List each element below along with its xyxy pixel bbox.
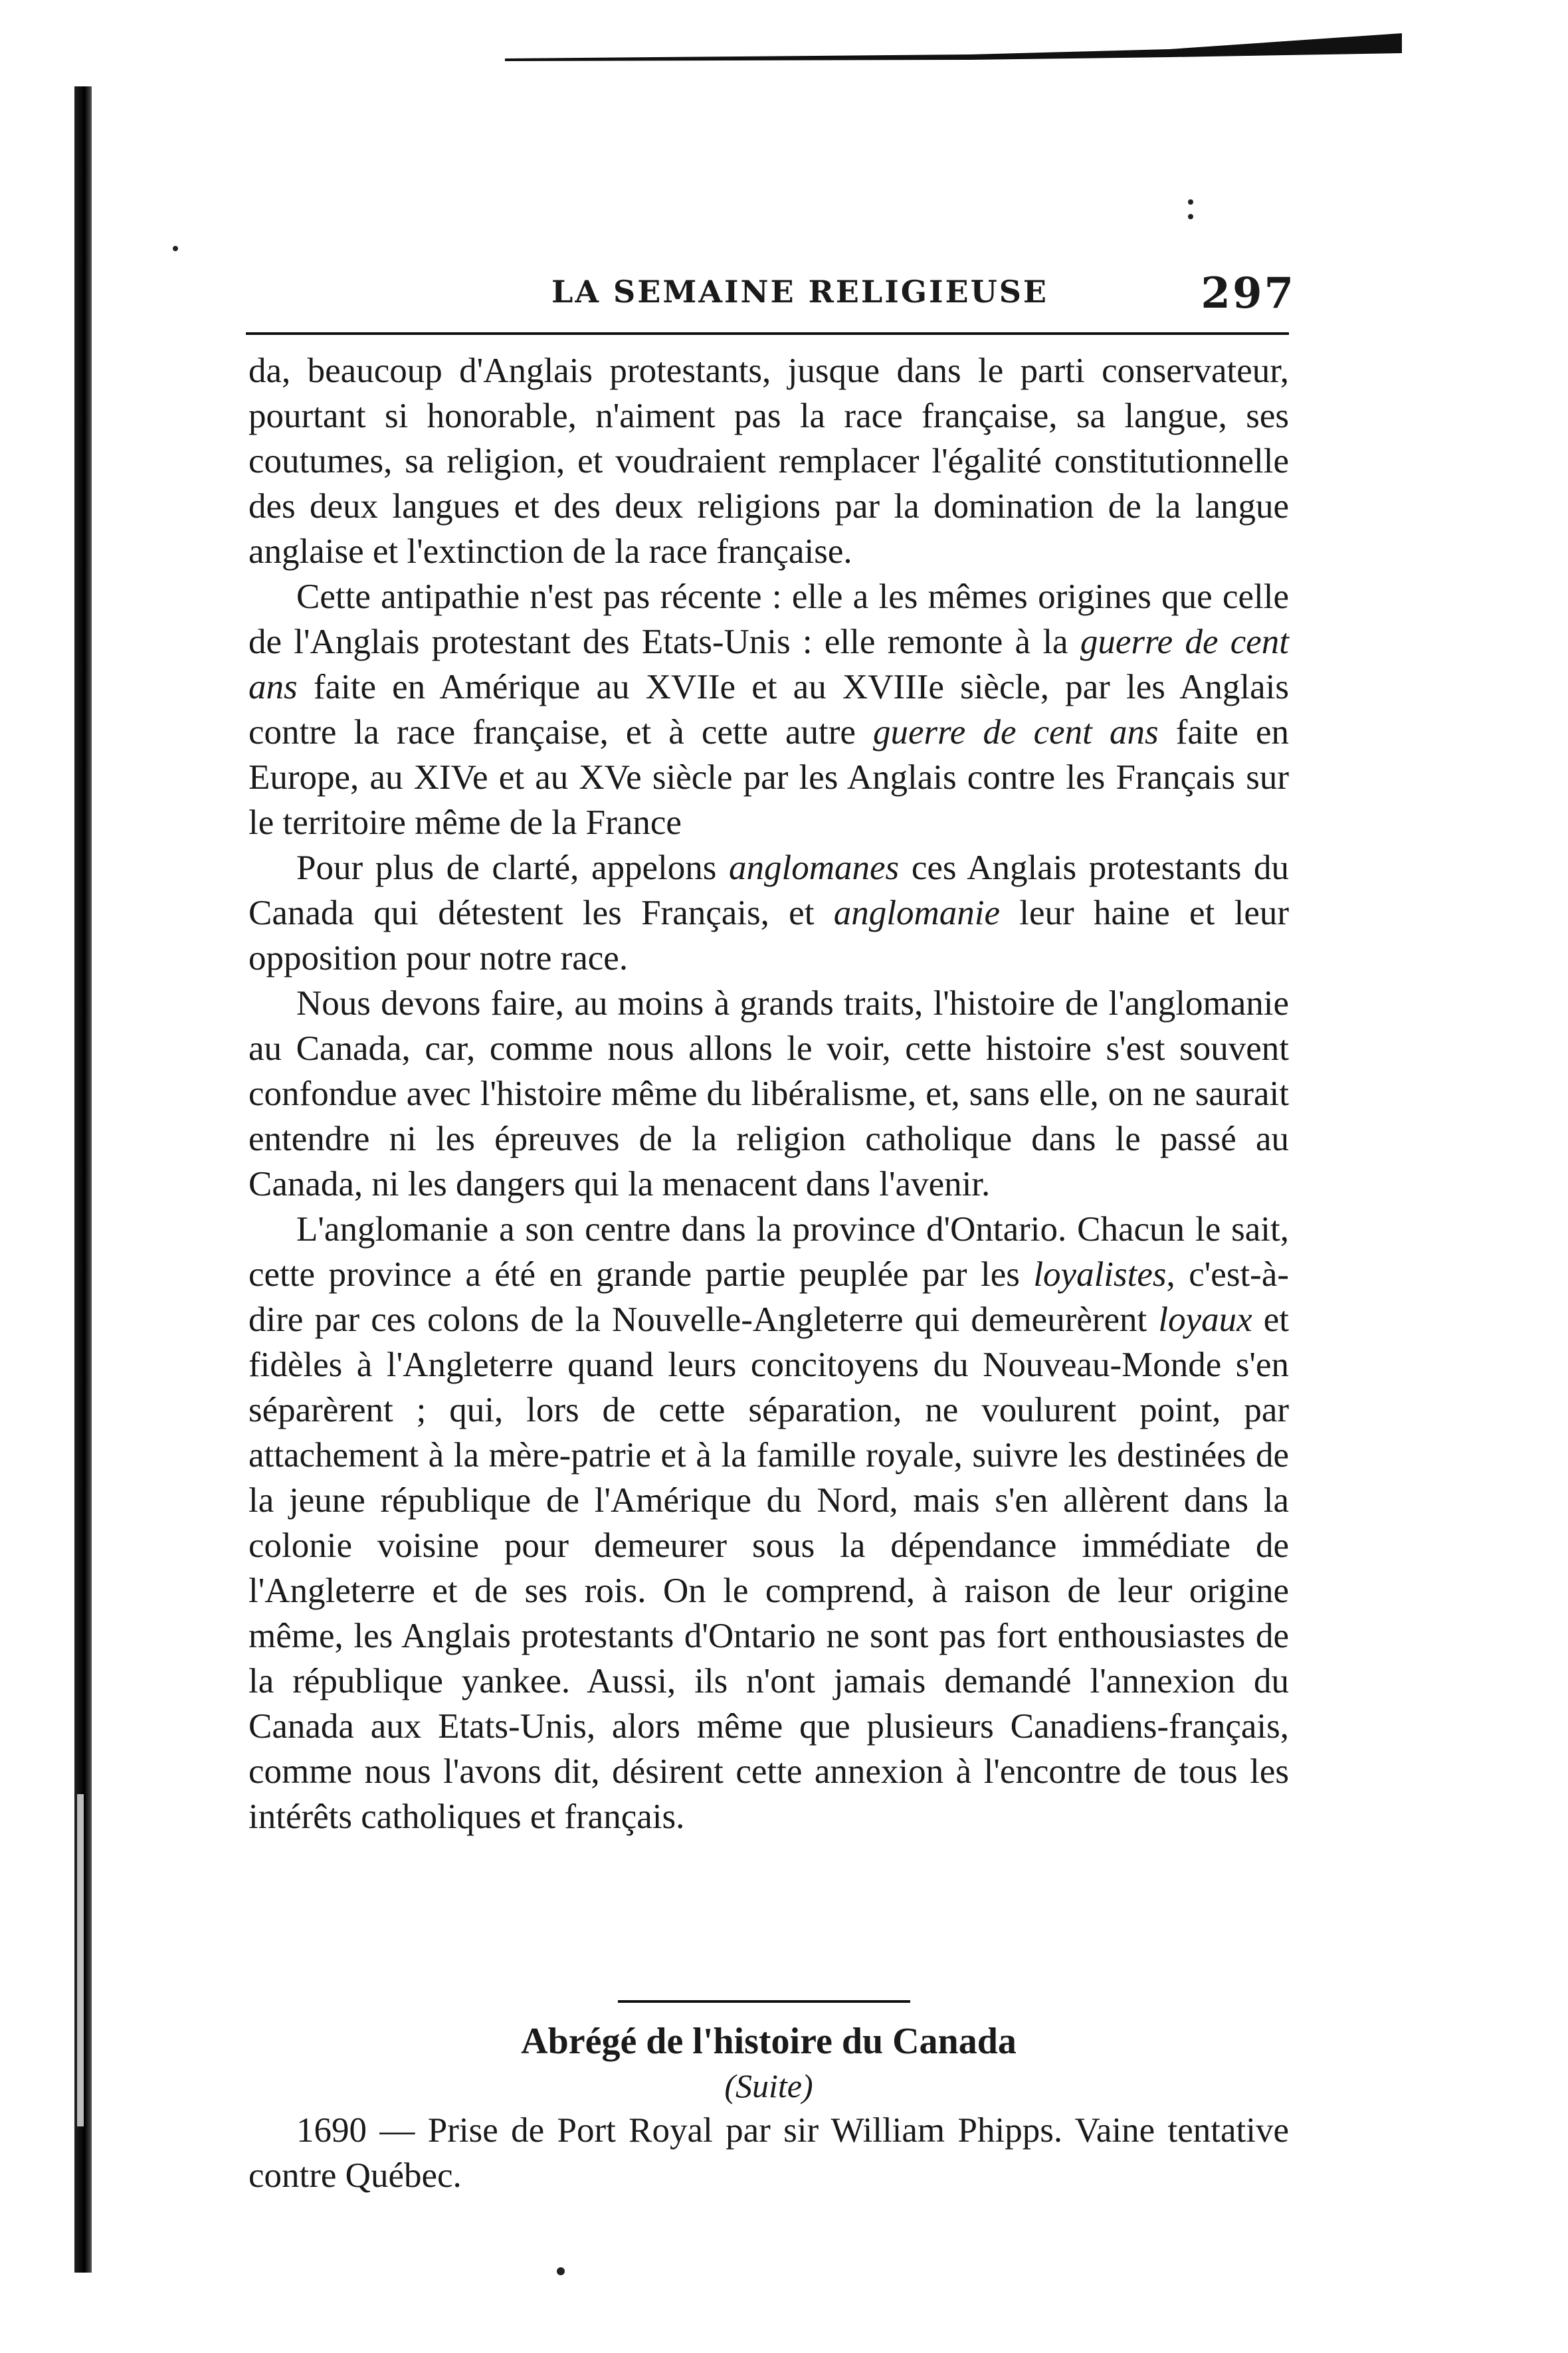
paragraph: da, beaucoup d'Anglais protestants, jusque dans le parti conservateur, pourtant si honorable, n'aiment pas la race française, sa langue, ses coutumes, sa religion, et voudraient remplacer l'égalité constitutionnelle des deux langues et des deux religions par la domination de la langue anglaise et l'extinction de la race française. — [248, 352, 1289, 571]
section-title: Abrégé de l'histoire du Canada — [521, 2021, 1017, 2062]
speck-mark — [1188, 199, 1193, 205]
section-divider — [618, 2000, 910, 2003]
header-rule — [246, 332, 1289, 335]
paragraph: Nous devons faire, au moins à grands traits, l'histoire de l'anglomanie au Canada, car, comme nous allons le voir, cette histoire s'est souvent confondue avec l'histoire même du libéralisme, et, sans elle, on ne saurait entendre ni les épreuves de la religion catholique dans le passé au Canada, ni les dangers qui la menacent dans l'avenir. — [248, 984, 1289, 1203]
speck-mark — [1188, 214, 1193, 219]
entry-text: 1690 — Prise de Port Royal par sir William Phipps. Vaine tentative contre Québec. — [248, 2111, 1289, 2195]
chronology-entry — [248, 2108, 1289, 2198]
section-subtitle: (Suite) — [724, 2067, 813, 2104]
paragraph: Cette antipathie n'est pas récente : elle a les mêmes origines que celle de l'Anglais protestant des Etats-Unis : elle remonte à la guerre de cent ans faite en Amérique au XVIIe et au XVIIIe siècle, par les Anglais contre la race française, et à cette autre guerre de cent ans faite en Europe, au XIVe et au XVe siècle par les Anglais contre les Français sur le territoire même de la France — [248, 577, 1289, 842]
binding-edge-highlight — [77, 1794, 84, 2126]
speck-mark — [173, 246, 178, 251]
paragraph: L'anglomanie a son centre dans la province d'Ontario. Chacun le sait, cette province a été en grande partie peuplée par les loyalistes, c'est-à-dire par ces colons de la Nouvelle-Angleterre qui demeurèrent loyaux et fidèles à l'Angleterre quand leurs concitoyens du Nouveau-Monde s'en séparèrent ; qui, lors de cette séparation, ne voulurent point, par attachement à la mère-patrie et à la famille royale, suivre les destinées de la jeune république de l'Amérique du Nord, mais s'en allèrent dans la colonie voisine pour demeurer sous la dépendance immédiate de l'Angleterre et de ses rois. On le comprend, à raison de leur origine même, les Anglais protestants d'Ontario ne sont pas fort enthousiastes de la république yankee. Aussi, ils n'ont jamais demandé l'annexion du Canada aux Etats-Unis, alors même que plusieurs Canadiens-français, comme nous l'avons dit, désirent cette annexion à l'encontre de tous les intérêts catholiques et français. — [248, 1210, 1290, 1836]
page-number: 297 — [1201, 268, 1296, 318]
article-body — [248, 348, 1289, 1839]
running-title: LA SEMAINE RELIGIEUSE — [551, 274, 1048, 310]
speck-mark — [557, 2267, 565, 2275]
top-edge-rule — [505, 33, 1402, 64]
paragraph: Pour plus de clarté, appelons anglomanes ces Anglais protestants du Canada qui détestent les Français, et anglomanie leur haine et leur opposition pour notre race. — [248, 849, 1289, 977]
